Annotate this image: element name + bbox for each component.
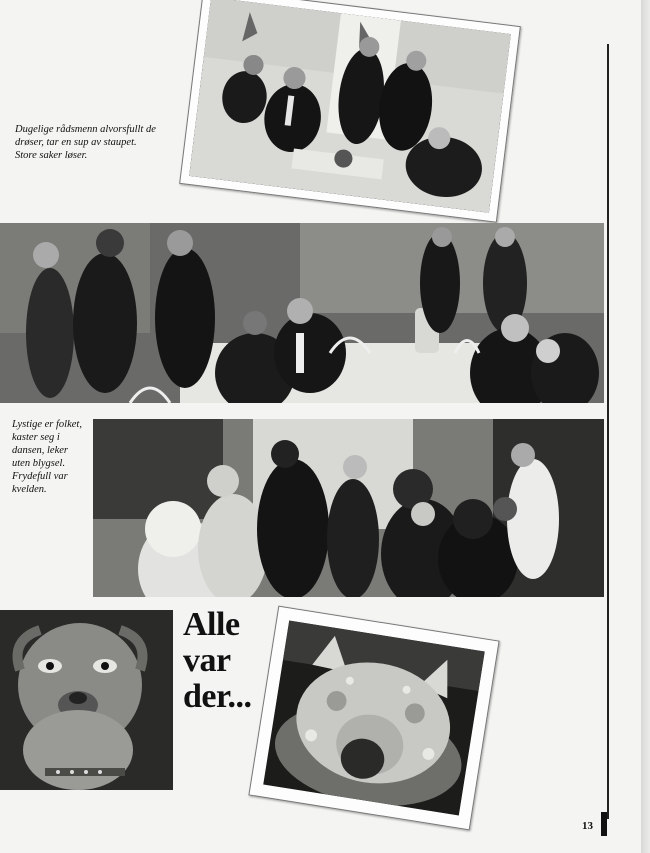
photo-pig-image	[263, 621, 485, 816]
caption-top-line-2: drøser, tar en sup av staupet.	[15, 137, 137, 148]
caption-top-line-3: Store saker løser.	[15, 150, 88, 161]
pig-sculpture-tilted-photo	[248, 606, 499, 831]
dance-wide-photo	[93, 419, 604, 597]
caption-middle-line-3: dansen, leker	[12, 445, 68, 456]
headline-line-2: var	[183, 642, 231, 679]
caption-middle-line-4: uten blygsel.	[12, 458, 66, 469]
photo-dog-image	[0, 610, 173, 790]
page-number: 13	[582, 820, 593, 832]
caption-middle-line-6: kvelden.	[12, 484, 47, 495]
dog-portrait-photo	[0, 610, 173, 790]
caption-top	[15, 123, 185, 162]
photo-men-drinking-image	[189, 0, 511, 213]
vertical-rule	[607, 44, 609, 819]
caption-middle	[12, 418, 92, 496]
caption-middle-line-2: kaster seg i	[12, 432, 60, 443]
caption-middle-line-5: Frydefull var	[12, 471, 68, 482]
page-edge	[641, 0, 650, 853]
headline-line-3: der...	[183, 678, 252, 715]
photo-banquet-image	[0, 223, 604, 403]
page-number-bar	[601, 812, 607, 836]
banquet-wide-photo	[0, 223, 604, 403]
caption-middle-line-1: Lystige er folket,	[12, 419, 82, 430]
caption-top-line-1: Dugelige rådsmenn alvorsfullt de	[15, 124, 156, 135]
top-tilted-photo	[179, 0, 521, 223]
photo-dance-image	[93, 419, 604, 597]
headline-line-1: Alle	[183, 606, 240, 643]
